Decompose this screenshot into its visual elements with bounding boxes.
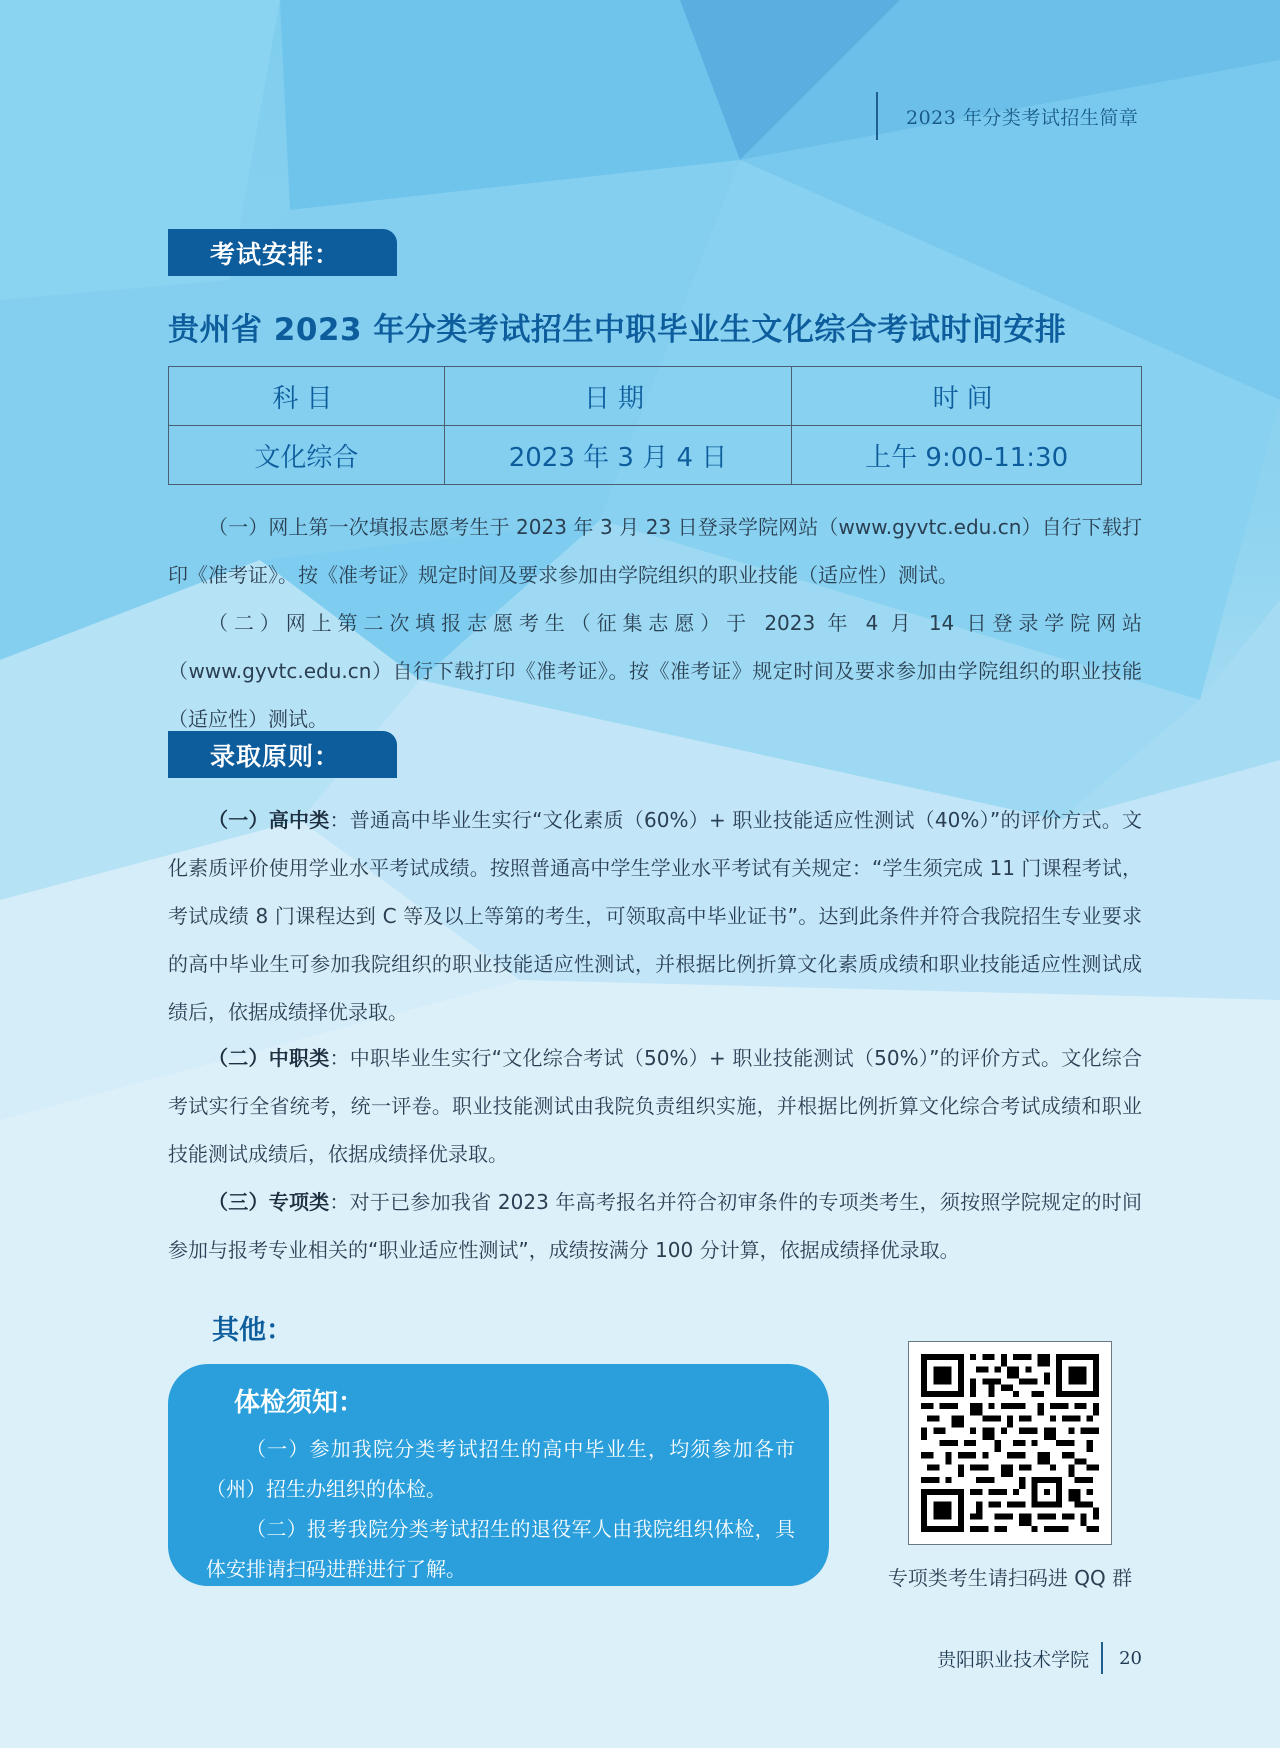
admission-item-special [168, 1178, 1142, 1274]
health-notice-item-1: （一）参加我院分类考试招生的高中毕业生，均须参加各市（州）招生办组织的体检。 [206, 1437, 795, 1501]
footer-divider [1101, 1642, 1103, 1674]
column-header-time: 时间 [792, 367, 1142, 426]
exam-note-1: （一）网上第一次填报志愿考生于 2023 年 3 月 23 日登录学院网站（www.gyvtc.edu.cn）自行下载打印《准考证》。按《准考证》规定时间及要求参加由学院组织的职业技能（适应性）测试。 [168, 515, 1142, 587]
admission-item-high-school [168, 796, 1142, 1036]
qq-group-qr-code[interactable] [908, 1341, 1112, 1545]
section-tab-label: 录取原则： [210, 741, 341, 771]
cell-subject: 文化综合 [169, 426, 445, 485]
section-tab-exam-arrangement [168, 229, 397, 276]
admission-item-text: ：普通高中毕业生实行“文化素质（60%）+ 职业技能适应性测试（40%）”的评价方式。文化素质评价使用学业水平考试成绩。按照普通高中学生学业水平考试有关规定：“学生须完成 11 门课程考试，考试成绩 8 门课程达到 C 等及以上等第的考生，可领取高中毕业证书”。达到此条件并符合我院招生专业要求的高中毕业生可参加我院组织的职业技能适应性测试，并根据比例折算文化素质成绩和职业技能适应性测试成绩后，依据成绩择优录取。 [168, 808, 1143, 1024]
admission-item-text: ：中职毕业生实行“文化综合考试（50%）+ 职业技能测试（50%）”的评价方式。文化综合考试实行全省统考，统一评卷。职业技能测试由我院负责组织实施，并根据比例折算文化综合考试成绩和职业技能测试成绩后，依据成绩择优录取。 [168, 1046, 1143, 1166]
table-header-row [169, 367, 1142, 426]
admission-item-lead: （二）中职类 [208, 1046, 330, 1070]
column-header-subject: 科目 [169, 367, 445, 426]
cell-date: 2023 年 3 月 4 日 [444, 426, 792, 485]
qr-code-icon [921, 1354, 1099, 1532]
section-tab-admission-principles [168, 731, 397, 778]
exam-note-2: （二）网上第二次填报志愿考生（征集志愿）于 2023 年 4 月 14 日登录学院网站（www.gyvtc.edu.cn）自行下载打印《准考证》。按《准考证》规定时间及要求参加由学院组织的职业技能（适应性）测试。 [168, 611, 1142, 731]
running-header [876, 92, 1138, 140]
admission-item-vocational [168, 1034, 1142, 1178]
qr-caption: 专项类考生请扫码进 QQ 群 [887, 1566, 1133, 1590]
health-notice-item-2: （二）报考我院分类考试招生的退役军人由我院组织体检，具体安排请扫码进群进行了解。 [206, 1517, 795, 1581]
section-tab-label: 考试安排： [210, 239, 341, 269]
exam-schedule-table [168, 366, 1142, 485]
footer-school-name: 贵阳职业技术学院 [937, 1648, 1090, 1671]
schedule-table-title: 贵州省 2023 年分类考试招生中职毕业生文化综合考试时间安排 [168, 312, 1067, 348]
health-notice-title: 体检须知： [234, 1388, 365, 1418]
admission-item-text: ：对于已参加我省 2023 年高考报名并符合初审条件的专项类考生，须按照学院规定的时间参加与报考专业相关的“职业适应性测试”，成绩按满分 100 分计算，依据成绩择优录取。 [168, 1190, 1142, 1262]
column-header-date: 日期 [444, 367, 792, 426]
admission-item-lead: （三）专项类 [208, 1190, 330, 1214]
cell-time: 上午 9:00-11:30 [792, 426, 1142, 485]
running-title: 2023 年分类考试招生简章 [906, 106, 1139, 129]
health-check-notice-box [168, 1364, 829, 1586]
other-section-title: 其他： [212, 1315, 293, 1346]
table-row [169, 426, 1142, 485]
page-footer [937, 1642, 1142, 1674]
admission-item-lead: （一）高中类 [208, 808, 330, 832]
page-number: 20 [1119, 1647, 1142, 1669]
